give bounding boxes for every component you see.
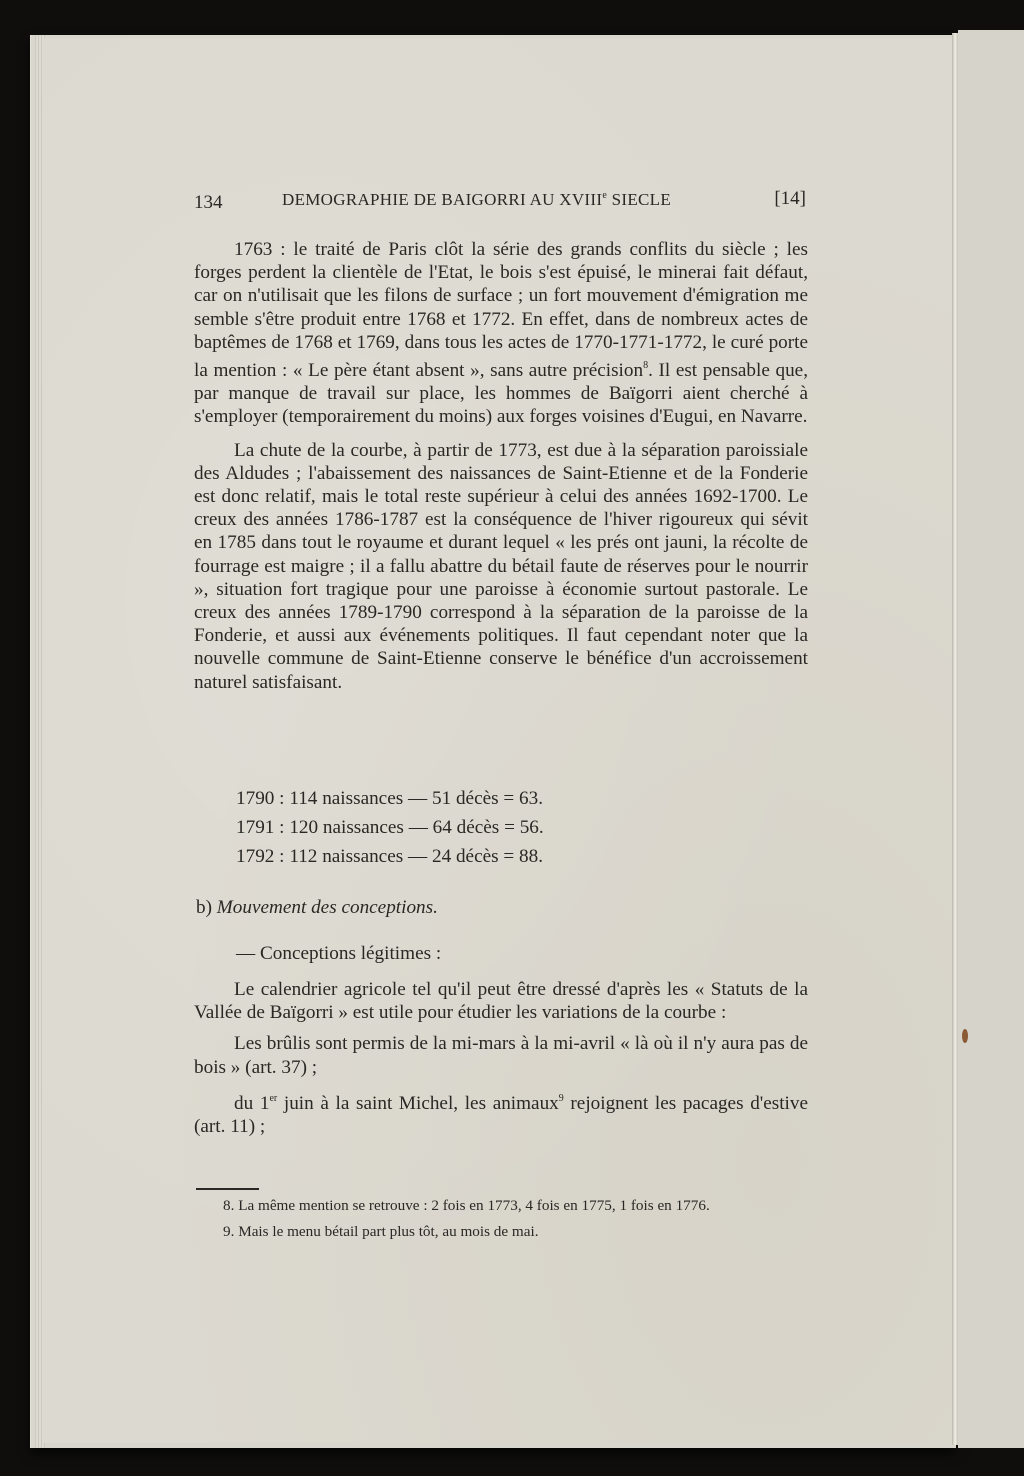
- balance-net: 63: [519, 788, 539, 809]
- running-title: [282, 190, 671, 210]
- balance-net: 56: [519, 817, 539, 838]
- section-title: Mouvement des conceptions.: [216, 897, 438, 918]
- balance-deaths: 24: [431, 846, 452, 867]
- balance-year: 1791: [236, 817, 275, 838]
- body-text: [194, 238, 808, 694]
- subsection-heading: — Conceptions légitimes :: [236, 943, 442, 964]
- page-number: 134: [194, 192, 223, 213]
- deaths-label: décès: [455, 788, 499, 809]
- births-label: naissances: [322, 846, 404, 867]
- births-label: naissances: [322, 788, 404, 809]
- paragraph-text: 1763 : le traité de Paris clôt la série des grands conflits du siècle ; les forges perdent la clientèle de l'Etat, le bois s'est épuisé, le minerai fait défaut, car on n'utilisait que les filons de surface ; un fort mouvement d'émigration me semble s'être produit entre 1768 et 1772. En effet, dans de nombreux actes de baptêmes de 1768 et 1769, dans tous les actes de 1770-1771-1772, le curé porte la mention : « Le père étant absent », sans autre précision: [194, 239, 808, 382]
- footnote-8: 8. La même mention se retrouve : 2 fois en 1773, 4 fois en 1775, 1 fois en 1776.: [223, 1197, 710, 1214]
- paragraph-text: juin à la saint Michel, les animaux: [277, 1092, 559, 1114]
- facing-page-edge: [958, 30, 1024, 1448]
- deaths-label: décès: [455, 846, 499, 867]
- footnote-9: 9. Mais le menu bétail part plus tôt, au mois de mai.: [223, 1223, 539, 1240]
- running-title-superscript: e: [602, 190, 608, 201]
- section-letter: b): [196, 897, 212, 918]
- section-heading: [196, 897, 438, 919]
- paragraph-text: rejoignent les pacages d'estive (art. 11) ;: [194, 1092, 808, 1138]
- running-title-suffix: SIECLE: [607, 190, 672, 209]
- binding-stain: [962, 1029, 968, 1043]
- footnote-ref-8: 8: [643, 360, 649, 372]
- paragraph-estive: [194, 1087, 808, 1138]
- paragraph-text: . Il est pensable que, par manque de travail sur place, les hommes de Baïgorri aient cherché à s'employer (temporairement du moins) aux forges voisines d'Eugui, en Navarre.: [194, 360, 808, 428]
- balance-deaths: 51: [431, 788, 452, 809]
- balance-row: 1792 : 112 naissances — 24 décès = 88.: [236, 846, 543, 867]
- section-reference: [14]: [774, 188, 806, 209]
- running-head: [194, 190, 806, 220]
- balance-list: [236, 784, 544, 871]
- balance-net: 88: [519, 846, 539, 867]
- footnotes: [196, 1196, 810, 1241]
- running-title-text: DEMOGRAPHIE DE BAIGORRI AU XVIII: [282, 190, 603, 209]
- body-text-2: [194, 978, 808, 1138]
- balance-row: 1791 : 120 naissances — 64 décès = 56.: [236, 817, 544, 838]
- balance-year: 1790: [236, 788, 275, 809]
- paragraph-calendrier: Le calendrier agricole tel qu'il peut être dressé d'après les « Statuts de la Vallée de Baïgorri » est utile pour étudier les variations de la courbe :: [194, 979, 808, 1024]
- balance-year: 1792: [236, 846, 275, 867]
- paragraph-chute: La chute de la courbe, à partir de 1773, est due à la séparation paroissiale des Aldudes ; l'abaissement des naissances de Saint-Etienne et de la Fonderie est donc relatif, mais le total reste supérieur à celui des années 1692-1700. Le creux des années 1786-1787 est la conséquence de l'hiver rigoureux qui sévit en 1785 dans tout le royaume et durant lequel « les prés ont jauni, la récolte de fourrage est maigre ; il a fallu abattre du bétail faute de réserves pour le nourrir », situation fort tragique pour une paroisse à économie surtout pastorale. Le creux des années 1789-1790 correspond à la séparation de la paroisse de la Fonderie, et aussi aux événements politiques. Il faut cependant noter que la nouvelle commune de Saint-Etienne conserve le bénéfice d'un accroissement naturel satisfaisant.: [194, 439, 808, 693]
- paragraph-text: du 1: [234, 1092, 270, 1114]
- footnote-rule: [196, 1188, 259, 1190]
- deaths-label: décès: [456, 817, 500, 838]
- paragraph-1763: [194, 238, 808, 429]
- balance-births: 112: [289, 846, 318, 867]
- paragraph-brulis: Les brûlis sont permis de la mi-mars à la mi-avril « là où il n'y aura pas de bois » (art. 37) ;: [194, 1033, 808, 1078]
- balance-births: 120: [289, 817, 319, 838]
- balance-deaths: 64: [432, 817, 452, 838]
- births-label: naissances: [322, 817, 404, 838]
- balance-births: 114: [289, 788, 318, 809]
- footnote-ref-9: 9: [558, 1092, 564, 1104]
- ordinal-superscript: er: [269, 1092, 278, 1104]
- balance-row: 1790 : 114 naissances — 51 décès = 63.: [236, 788, 543, 809]
